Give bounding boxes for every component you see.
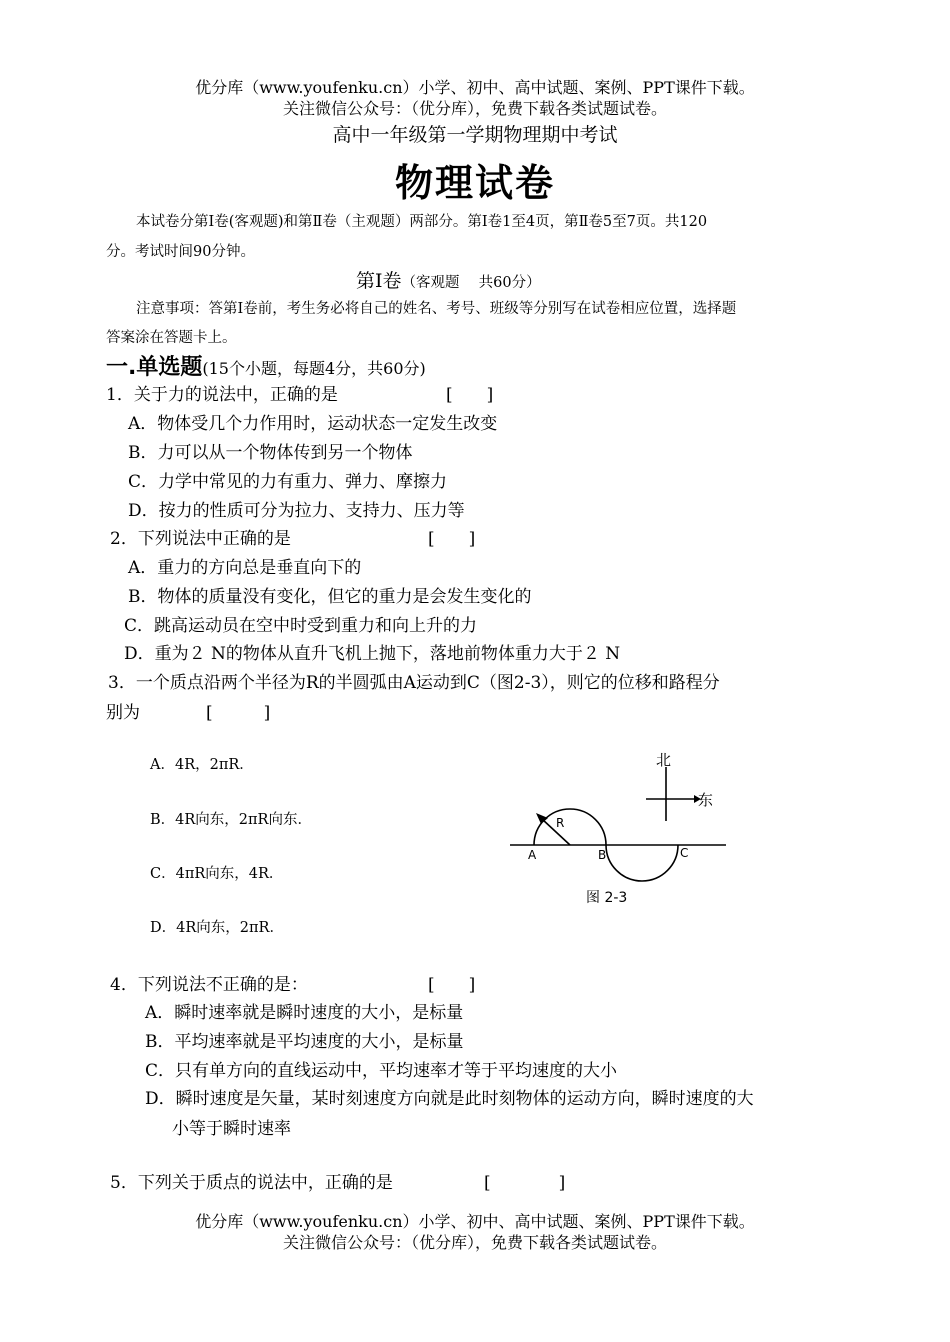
question-1-stem: 1．关于力的说法中，正确的是 xyxy=(106,385,338,405)
question-5-answer-bracket[interactable]: [ ] xyxy=(484,1173,566,1193)
upper-semicircle xyxy=(534,809,606,845)
question-3-stem-line-2: 别为 xyxy=(106,703,140,723)
question-1-option-d: D．按力的性质可分为拉力、支持力、压力等 xyxy=(128,501,465,521)
intro-line-2: 分。考试时间90分钟。 xyxy=(106,244,255,260)
question-2-answer-bracket[interactable]: [ ] xyxy=(428,529,476,549)
question-1-option-b: B．力可以从一个物体传到另一个物体 xyxy=(128,443,413,463)
question-2-stem: 2．下列说法中正确的是 xyxy=(110,529,291,549)
question-1-answer-bracket[interactable]: [ ] xyxy=(446,385,494,405)
radius-label: R xyxy=(556,816,565,830)
question-3-option-d: D．4R向东，2πR． xyxy=(150,920,284,936)
figure-caption: 图 2-3 xyxy=(586,890,628,906)
point-c-label: C xyxy=(680,846,689,860)
question-1-option-c: C．力学中常见的力有重力、弹力、摩擦力 xyxy=(128,472,448,492)
part1-note: （客观题 共60分） xyxy=(401,275,541,291)
part1-heading xyxy=(356,266,541,293)
question-3-option-a: A．4R，2πR． xyxy=(150,757,254,773)
question-3-stem-line-1: 3．一个质点沿两个半径为R的半圆弧由A运动到C（图2-3），则它的位移和路程分 xyxy=(108,673,720,693)
part1-title: 第Ⅰ卷 xyxy=(356,270,402,292)
question-4-stem: 4．下列说法不正确的是： xyxy=(110,975,308,995)
exam-title: 物理试卷 xyxy=(394,161,555,205)
footer-line-2: 关注微信公众号：（优分库），免费下载各类试题试卷。 xyxy=(282,1233,667,1252)
section-note: (15个小题，每题4分，共60分) xyxy=(202,359,426,378)
question-1-option-a: A．物体受几个力作用时，运动状态一定发生改变 xyxy=(128,414,498,434)
point-b-label: B xyxy=(598,848,607,862)
question-2-option-a: A．重力的方向总是垂直向下的 xyxy=(128,558,362,578)
footer-line-1: 优分库（www.youfenku.cn）小学、初中、高中试题、案例、PPT课件下载。 xyxy=(195,1212,755,1231)
notice-line-1: 注意事项：答第Ⅰ卷前，考生务必将自己的姓名、考号、班级等分别写在试卷相应位置，选择题 xyxy=(136,301,737,317)
question-4-option-d: D．瞬时速度是矢量，某时刻速度方向就是此时刻物体的运动方向，瞬时速度的大 xyxy=(145,1089,754,1109)
question-4-answer-bracket[interactable]: [ ] xyxy=(428,975,476,995)
figure-2-3 xyxy=(500,745,740,915)
point-a-label: A xyxy=(528,848,537,862)
section-title: 一.单选题 xyxy=(106,355,203,380)
exam-subtitle: 高中一年级第一学期物理期中考试 xyxy=(332,124,618,146)
notice-line-2: 答案涂在答题卡上。 xyxy=(106,330,237,346)
header-line-2: 关注微信公众号：（优分库），免费下载各类试题试卷。 xyxy=(282,99,667,118)
question-2-option-d: D．重为２ N的物体从直升飞机上抛下，落地前物体重力大于２ N xyxy=(124,644,621,664)
question-2-option-b: B．物体的质量没有变化，但它的重力是会发生变化的 xyxy=(128,587,532,607)
question-4-option-a: A．瞬时速率就是瞬时速度的大小，是标量 xyxy=(145,1003,464,1023)
lower-semicircle xyxy=(606,845,678,881)
section-heading xyxy=(106,350,426,381)
intro-line-1: 本试卷分第Ⅰ卷(客观题)和第Ⅱ卷（主观题）两部分。第Ⅰ卷1至4页，第Ⅱ卷5至7页。共120 xyxy=(136,214,708,230)
question-5-stem: 5．下列关于质点的说法中，正确的是 xyxy=(110,1173,393,1193)
question-3-option-c: C．4πR向东，4R． xyxy=(150,866,284,882)
question-3-option-b: B．4R向东，2πR向东． xyxy=(150,812,312,828)
question-3-answer-bracket[interactable]: [ ] xyxy=(206,703,271,723)
header-line-1: 优分库（www.youfenku.cn）小学、初中、高中试题、案例、PPT课件下载。 xyxy=(195,78,755,97)
question-4-option-c: C．只有单方向的直线运动中，平均速率才等于平均速度的大小 xyxy=(145,1061,618,1081)
east-label: 东 xyxy=(698,791,714,809)
question-4-option-b: B．平均速率就是平均速度的大小，是标量 xyxy=(145,1032,464,1052)
north-label: 北 xyxy=(656,751,672,769)
question-2-option-c: C．跳高运动员在空中时受到重力和向上升的力 xyxy=(124,616,478,636)
question-4-option-d-continued: 小等于瞬时速率 xyxy=(172,1119,291,1139)
